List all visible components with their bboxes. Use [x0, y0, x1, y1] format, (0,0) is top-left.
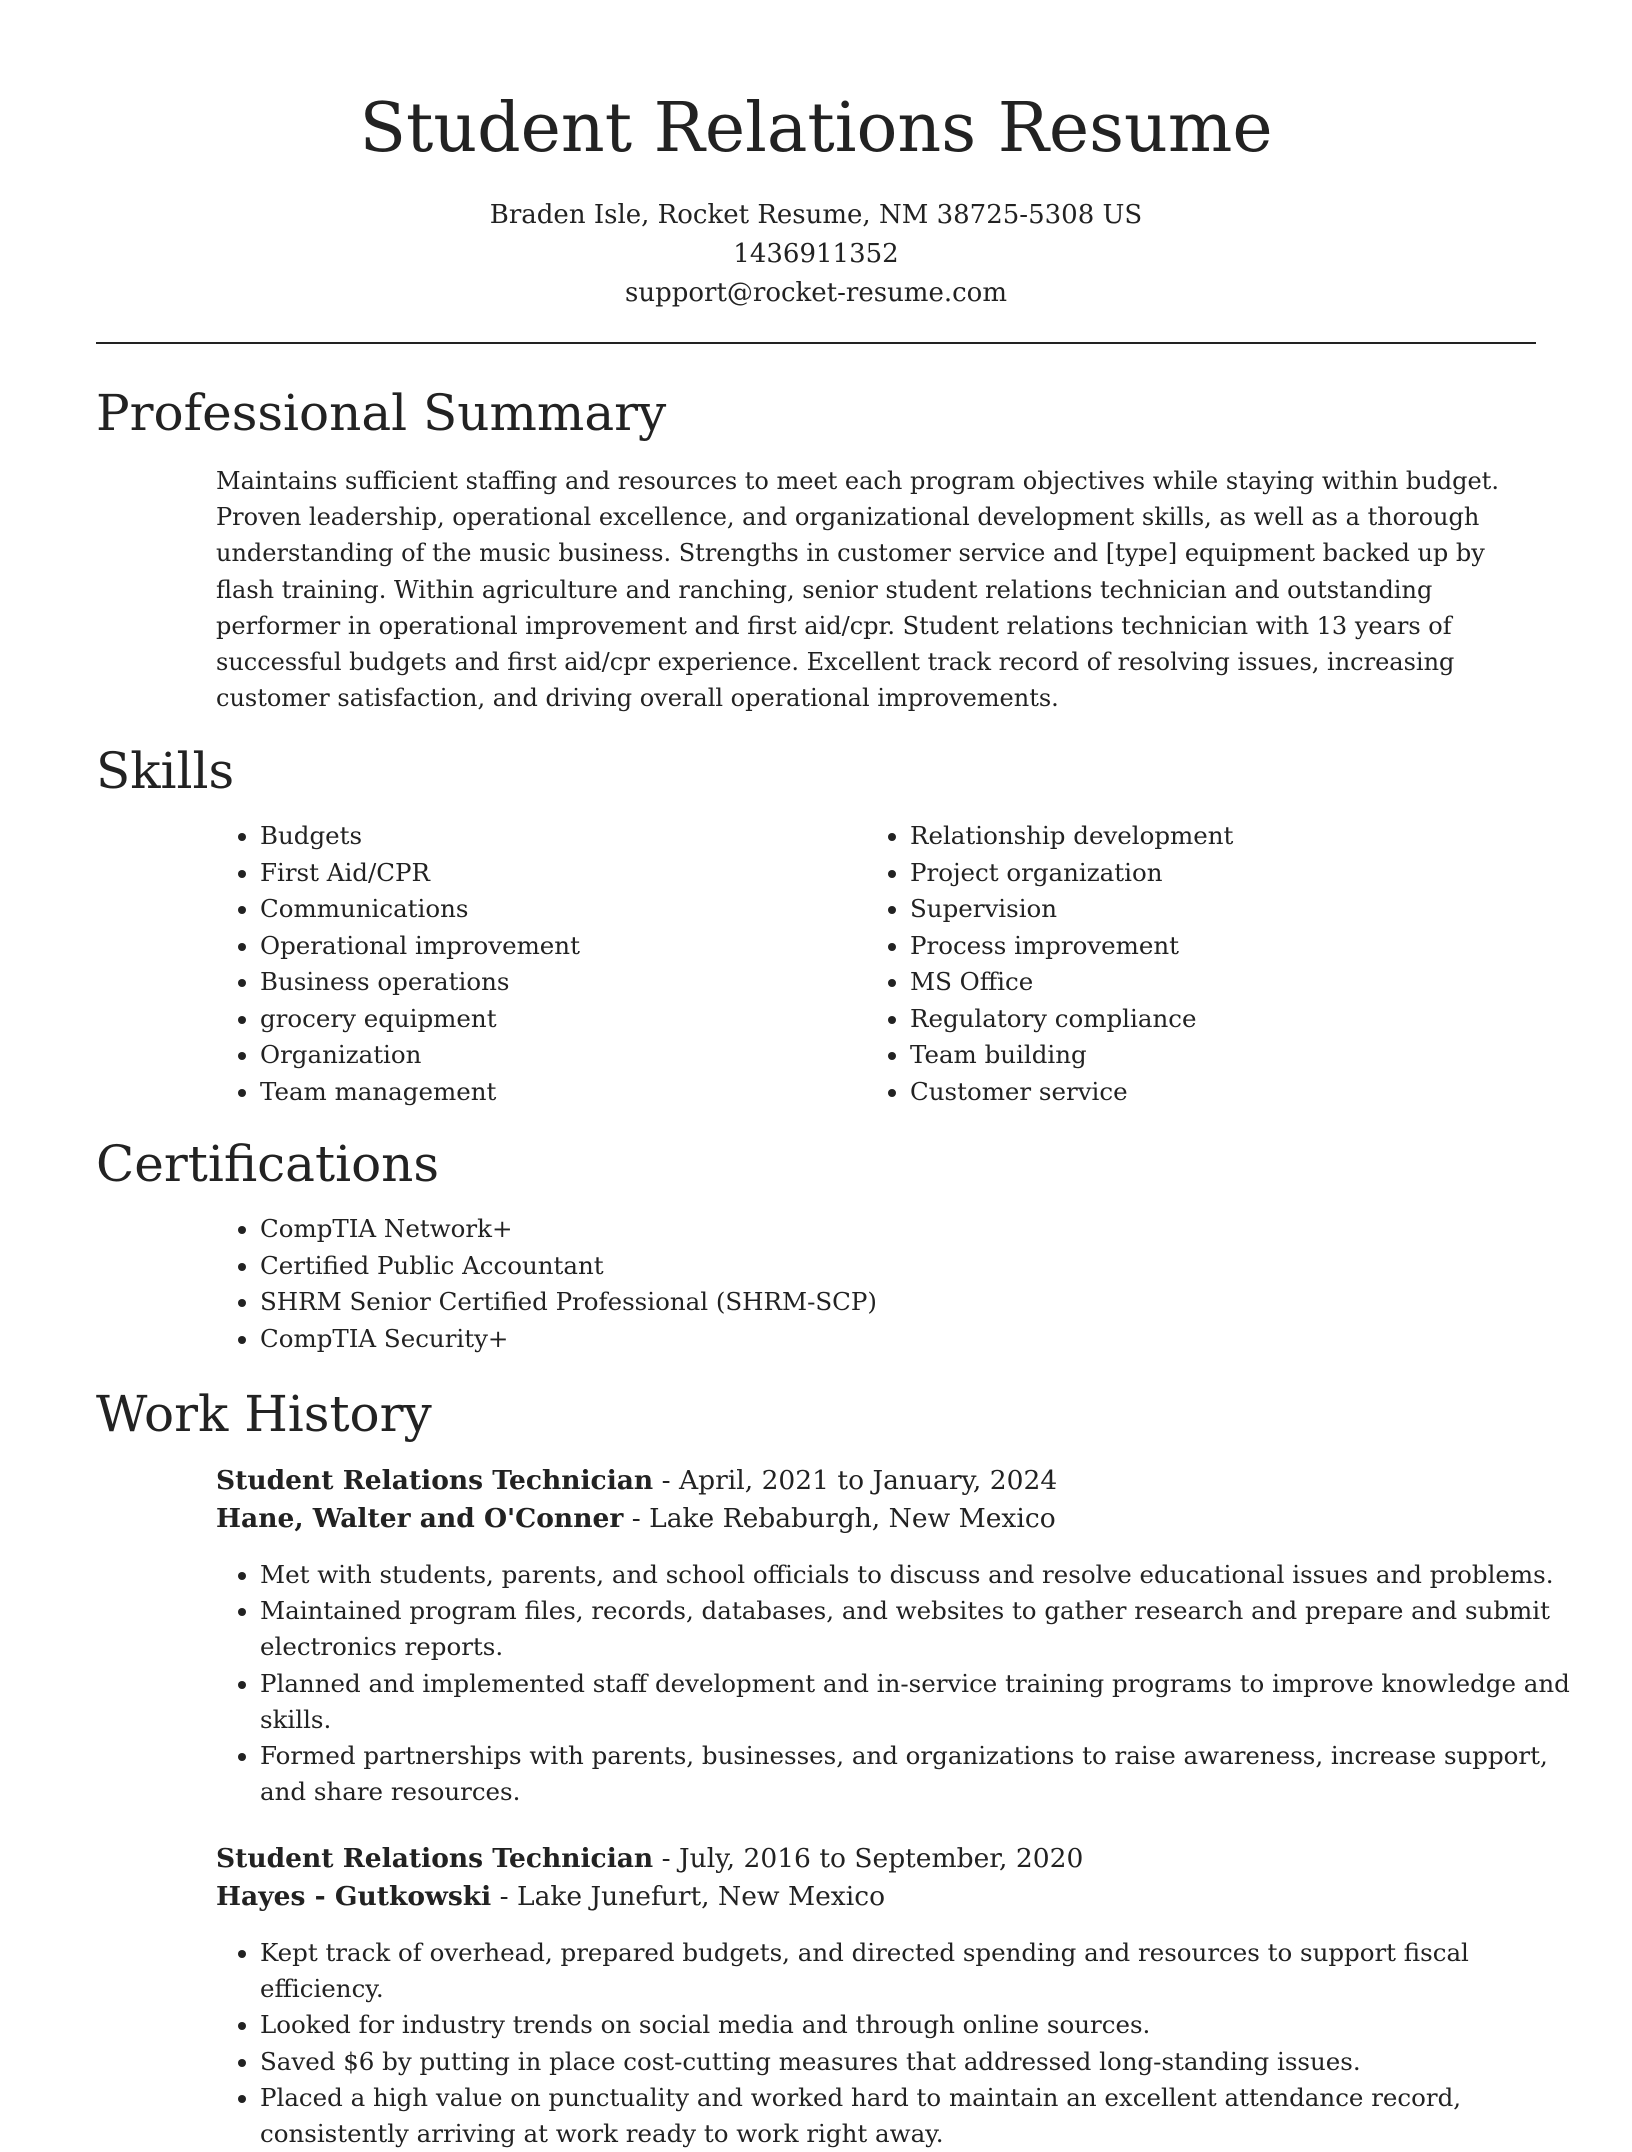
job-company: Hane, Walter and O'Conner — [216, 1503, 624, 1534]
job-1-header — [216, 1462, 1057, 1538]
job-bullet: • Met with students, parents, and school officials to discuss and resolve educational issues and problems. — [260, 1557, 1585, 1593]
job-title: Student Relations Technician — [216, 1843, 654, 1874]
summary-text: Maintains sufficient staffing and resources to meet each program objectives while staying within budget. Proven leadership, operational excellence, and organizational development skills, as well as a thorough understanding of the music business. Strengths in customer service and [type] equipment backed up by flash training. Within agriculture and ranching, senior student relations technician and outstanding performer in operational improvement and first aid/cpr. Student relations technician with 13 years of successful budgets and first aid/cpr experience. Excellent track record of resolving issues, increasing customer satisfaction, and driving overall operational improvements. — [216, 467, 1499, 713]
resume-header — [0, 0, 1632, 313]
job-dates: - April, 2021 to January, 2024 — [653, 1465, 1058, 1496]
skill-item: • Communications — [260, 891, 860, 928]
skill-item: • Regulatory compliance — [910, 1001, 1550, 1038]
skill-item: • Project organization — [910, 855, 1550, 892]
skill-item: • Business operations — [260, 964, 860, 1001]
header-divider — [96, 342, 1536, 344]
work-history-heading: Work History — [96, 1385, 432, 1443]
skill-item: • Relationship development — [910, 818, 1550, 855]
job-bullet: • Planned and implemented staff development and in-service training programs to improve knowledge and skills. — [260, 1666, 1585, 1738]
certification-item: • CompTIA Network+ — [260, 1211, 1460, 1248]
certification-item: • CompTIA Security+ — [260, 1321, 1460, 1358]
skills-list-right — [866, 818, 1550, 1110]
skill-item: • Organization — [260, 1037, 860, 1074]
certification-item: • Certified Public Accountant — [260, 1248, 1460, 1285]
job-bullet: • Kept track of overhead, prepared budgets, and directed spending and resources to support fiscal efficiency. — [260, 1935, 1585, 2007]
job-bullet: • Formed partnerships with parents, businesses, and organizations to raise awareness, increase support, and share resources. — [260, 1738, 1585, 1810]
skill-item: • grocery equipment — [260, 1001, 860, 1038]
skill-item: • Team building — [910, 1037, 1550, 1074]
skill-item: • Operational improvement — [260, 928, 860, 965]
job-2-bullets — [216, 1935, 1585, 2152]
skill-item: • MS Office — [910, 964, 1550, 1001]
certifications-list — [216, 1211, 1460, 1357]
job-location: - Lake Junefurt, New Mexico — [491, 1881, 886, 1912]
job-bullet: • Looked for industry trends on social media and through online sources. — [260, 2007, 1585, 2043]
certifications-heading: Certifications — [96, 1135, 440, 1193]
job-1-bullets — [216, 1557, 1585, 1810]
skills-list-left — [216, 818, 860, 1110]
job-dates: - July, 2016 to September, 2020 — [653, 1843, 1084, 1874]
job-company: Hayes - Gutkowski — [216, 1881, 492, 1912]
job-location: - Lake Rebaburgh, New Mexico — [623, 1503, 1056, 1534]
contact-block — [0, 196, 1632, 313]
email-text: support@rocket-resume.com — [624, 278, 1007, 308]
job-bullet: • Maintained program files, records, databases, and websites to gather research and prepare and submit electronics reports. — [260, 1593, 1585, 1665]
summary-heading: Professional Summary — [96, 384, 667, 442]
job-bullet: • Saved $6 by putting in place cost-cutting measures that addressed long-standing issues. — [260, 2044, 1585, 2080]
job-2-header — [216, 1840, 1083, 1916]
skill-item: • First Aid/CPR — [260, 855, 860, 892]
phone-text: 1436911352 — [733, 239, 899, 269]
skill-item: • Team management — [260, 1074, 860, 1111]
skill-item: • Supervision — [910, 891, 1550, 928]
address-text: Braden Isle, Rocket Resume, NM 38725-5308 US — [489, 200, 1143, 230]
job-title: Student Relations Technician — [216, 1465, 654, 1496]
certification-item: • SHRM Senior Certified Professional (SHRM-SCP) — [260, 1284, 1460, 1321]
skills-heading: Skills — [96, 742, 235, 800]
skill-item: • Budgets — [260, 818, 860, 855]
resume-title: Student Relations Resume — [359, 89, 1273, 168]
job-bullet: • Placed a high value on punctuality and worked hard to maintain an excellent attendance record, consistently arriving at work ready to work right away. — [260, 2080, 1585, 2152]
skill-item: • Process improvement — [910, 928, 1550, 965]
skill-item: • Customer service — [910, 1074, 1550, 1111]
